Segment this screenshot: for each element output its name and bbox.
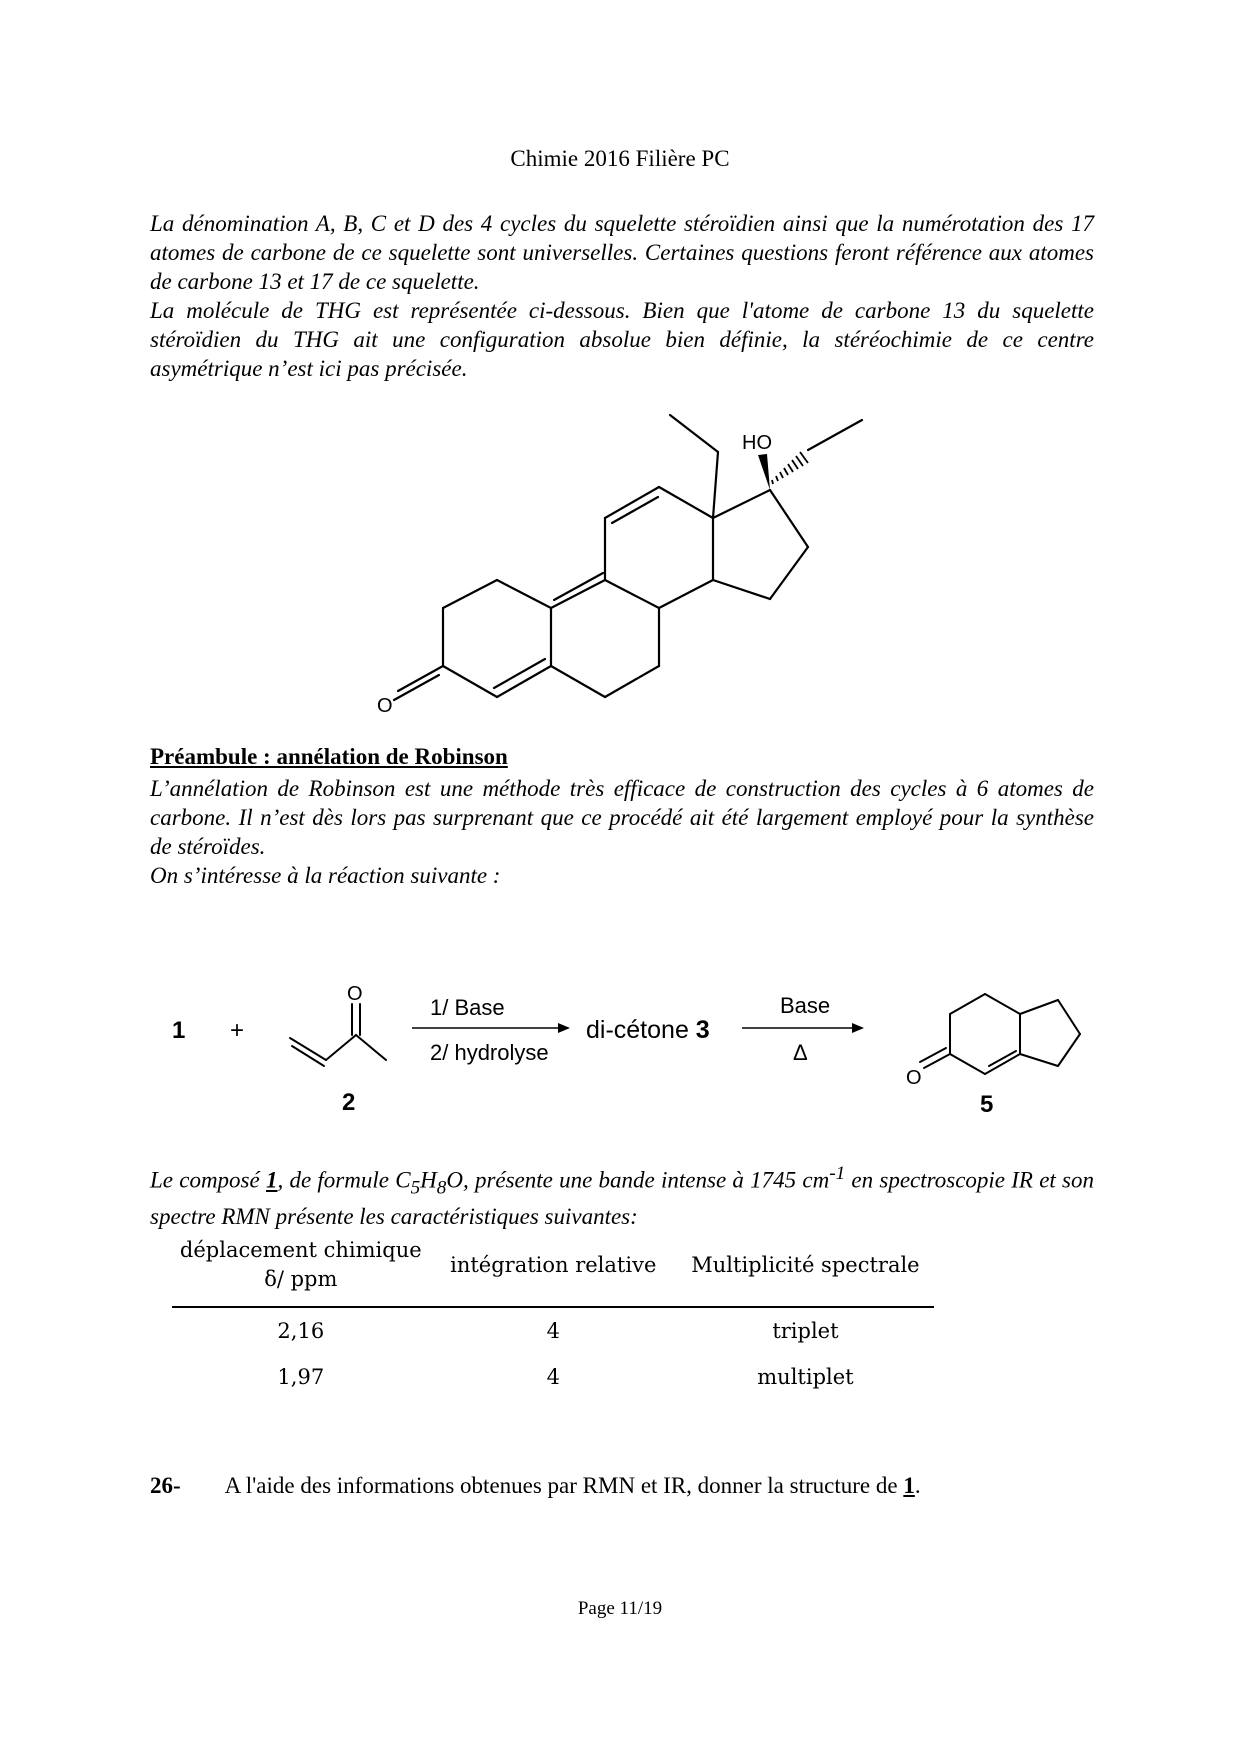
nmr-table bbox=[172, 1228, 934, 1400]
formula-h: H bbox=[420, 1167, 437, 1193]
arrow-1-bottom-label: 2/ hydrolyse bbox=[430, 1040, 549, 1065]
question-end: . bbox=[914, 1473, 921, 1498]
reaction-scheme bbox=[0, 960, 1240, 1120]
cell-integration: 4 bbox=[546, 1365, 560, 1389]
arrow-2-head bbox=[852, 1023, 864, 1033]
arrow-2-top-label: Base bbox=[780, 993, 831, 1018]
thg-structure bbox=[0, 0, 1240, 760]
formula-sub-h: 8 bbox=[436, 1177, 447, 1199]
question-26 bbox=[150, 1473, 921, 1499]
reactant-1-label: 1 bbox=[172, 1017, 186, 1044]
question-ref: 1 bbox=[903, 1473, 915, 1498]
wavenumber-unit-sup: -1 bbox=[829, 1163, 846, 1184]
cell-integration: 4 bbox=[546, 1319, 560, 1343]
wedge-bond bbox=[758, 454, 770, 490]
arrow-1-top-label: 1/ Base bbox=[430, 995, 505, 1020]
arrow-2-bottom-label: Δ bbox=[793, 1040, 808, 1065]
section-title: Préambule : annélation de Robinson bbox=[150, 744, 508, 769]
header-integration: intégration relative bbox=[430, 1228, 677, 1307]
question-number: 26- bbox=[150, 1473, 181, 1498]
page-header: Chimie 2016 Filière PC bbox=[510, 146, 730, 171]
intro-paragraph-1: La dénomination A, B, C et D des 4 cycles du squelette stéroïdien ainsi que la numérotation des 17 atomes de carbone de ce squelette sont universelles. Certaines questions feront référence aux atomes de carbone 13 et 17 de ce squelette. bbox=[150, 211, 1094, 294]
compound-text-pre: Le composé bbox=[150, 1167, 266, 1193]
plus-sign: + bbox=[230, 1017, 245, 1044]
compound-description bbox=[150, 1159, 1094, 1231]
product-oxygen-label: O bbox=[906, 1067, 922, 1089]
formula-sub-c: 5 bbox=[410, 1177, 421, 1199]
hashed-bond bbox=[772, 452, 808, 484]
hydroxyl-label: HO bbox=[742, 432, 772, 454]
cell-multiplicity: multiplet bbox=[757, 1365, 854, 1389]
preamble-text bbox=[150, 774, 1094, 890]
intermediate-label: di-cétone 3 bbox=[586, 1016, 710, 1044]
compound-text-ir: O, présente une bande intense à 1745 cm bbox=[446, 1167, 830, 1193]
mvk-structure bbox=[290, 1004, 386, 1066]
preamble-paragraph-2: On s’intéresse à la réaction suivante : bbox=[150, 863, 501, 888]
question-text: A l'aide des informations obtenues par RMN et IR, donner la structure de bbox=[224, 1473, 904, 1498]
preamble-paragraph-1: L’annélation de Robinson est une méthode très efficace de construction des cycles à 6 atomes de carbone. Il n’est dès lors pas surprenant que ce procédé ait été largement employé pour la synthèse de stéroïdes. bbox=[150, 776, 1094, 859]
compound-text-formula: , de formule C bbox=[277, 1167, 411, 1193]
cell-shift: 1,97 bbox=[277, 1365, 325, 1389]
cell-multiplicity: triplet bbox=[772, 1319, 839, 1343]
table-row bbox=[172, 1354, 934, 1400]
cell-shift: 2,16 bbox=[277, 1319, 325, 1343]
page-number: Page 11/19 bbox=[577, 1598, 663, 1619]
nmr-table-header bbox=[172, 1228, 934, 1307]
intro-paragraph-2: La molécule de THG est représentée ci-dessous. Bien que l'atome de carbone 13 du squelette stéroïdien du THG ait une configuration absolue bien définie, la stéréochimie de ce centre asymétrique n’est ici pas précisée. bbox=[150, 298, 1094, 381]
compound-ref: 1 bbox=[265, 1167, 278, 1193]
mvk-oxygen-label: O bbox=[347, 983, 363, 1005]
reactant-2-label: 2 bbox=[342, 1089, 356, 1116]
carbonyl-label: O bbox=[377, 695, 393, 717]
product-structure bbox=[920, 994, 1080, 1074]
product-label: 5 bbox=[980, 1091, 994, 1118]
header-shift: déplacement chimique δ/ ppm bbox=[172, 1228, 430, 1307]
thg-bonds bbox=[394, 415, 862, 700]
header-multiplicity: Multiplicité spectrale bbox=[677, 1228, 934, 1307]
compound-text-post: en spectroscopie IR et son spectre RMN présente les caractéristiques suivantes: bbox=[150, 1167, 1094, 1230]
table-row bbox=[172, 1307, 934, 1354]
arrow-1-head bbox=[558, 1023, 570, 1033]
